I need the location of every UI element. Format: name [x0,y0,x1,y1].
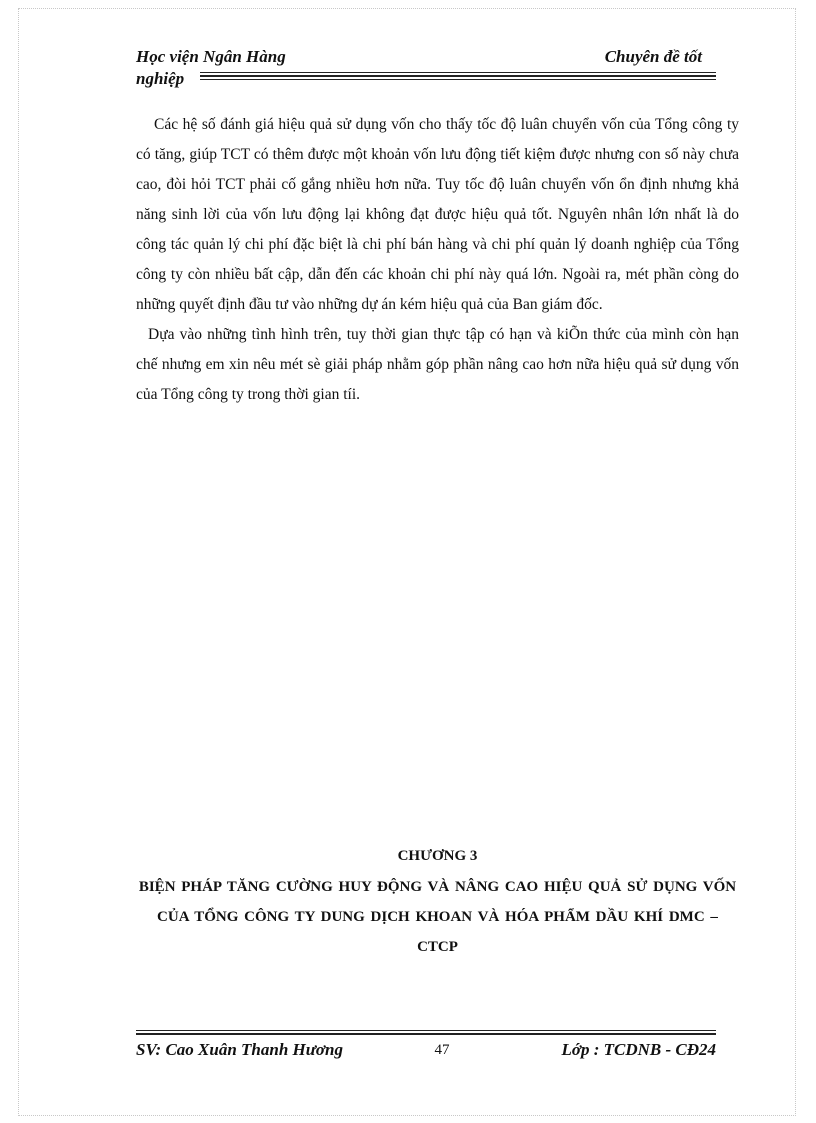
paragraph-1: Các hệ số đánh giá hiệu quả sử dụng vốn cho thấy tốc độ luân chuyển vốn của Tổng công ty có tăng, giúp TCT có thêm được một khoản vốn lưu động tiết kiệm được nhưng con số này chưa cao, đòi hỏi TCT phải cố gắng nhiều hơn nữa. Tuy tốc độ luân chuyển vốn ổn định nhưng khả năng sinh lời của vốn lưu động lại không đạt được hiệu quả tốt. Nguyên nhân lớn nhất là do công tác quản lý chi phí đặc biệt là chi phí bán hàng và chi phí quản lý doanh nghiệp của Tổng công ty còn nhiều bất cập, dẫn đến các khoản chi phí này quá lớn. Ngoài ra, mét phần còng do những quyết định đầu tư vào những dự án kém hiệu quả của Ban giám đốc. [136,116,739,313]
header-rule [200,75,716,77]
header-institution: Học viện Ngân Hàng nghiệp [136,47,286,88]
page-header [136,46,716,92]
header-document-type: Chuyên đề tốt [604,47,702,66]
footer-student: SV: Cao Xuân Thanh Hương [136,1040,344,1059]
paragraph-2: Dựa vào những tình hình trên, tuy thời gian thực tập có hạn và kiÕn thức của mình còn hạn chế nhưng em xin nêu mét sè giải pháp nhằm góp phần nâng cao hơn nữa hiệu quả sử dụng vốn của Tổng công ty trong thời gian tíi. [136,326,739,403]
header-rule [200,72,716,73]
page-number: 47 [434,1042,450,1058]
footer-rule [136,1030,716,1031]
page-footer [136,1038,716,1062]
footer-rule [136,1033,716,1035]
chapter-heading [136,842,739,962]
chapter-title: BIỆN PHÁP TĂNG CƯỜNG HUY ĐỘNG VÀ NÂNG CAO HIỆU QUẢ SỬ DỤNG VỐN CỦA TỔNG CÔNG TY DUNG DỊCH KHOAN VÀ HÓA PHẨM DẦU KHÍ DMC – CTCP [138,879,737,955]
footer-class: Lớp : TCDNB - CĐ24 [561,1040,716,1059]
header-rule [200,79,716,80]
chapter-number: CHƯƠNG 3 [397,848,478,864]
body-text [136,110,739,410]
